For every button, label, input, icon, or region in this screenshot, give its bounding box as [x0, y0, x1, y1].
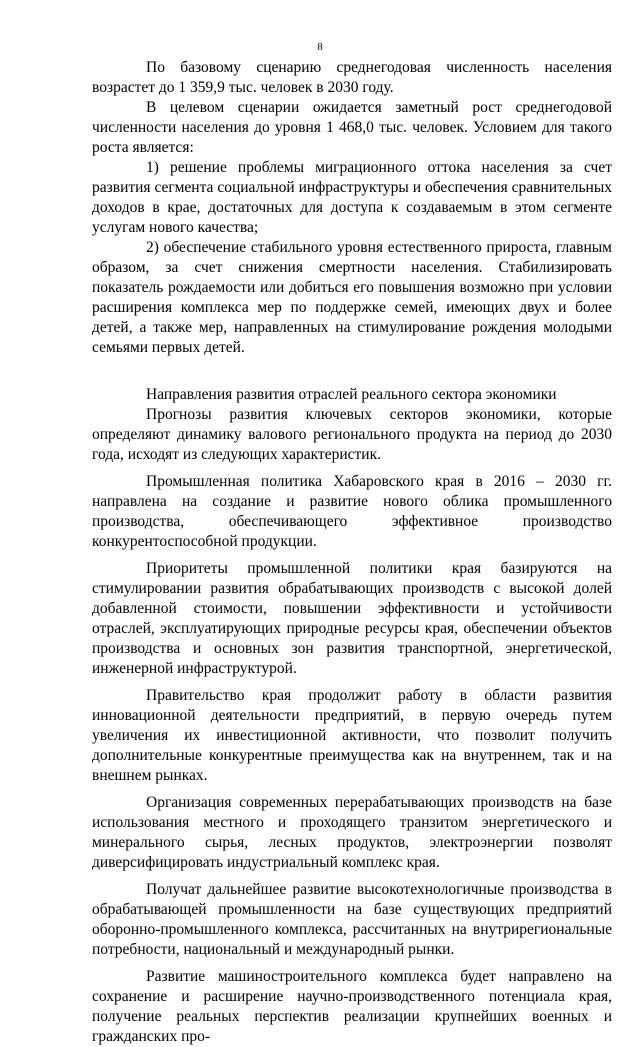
- paragraph-condition-2: 2) обеспечение стабильного уровня естественного прироста, главным образом, за счет снижения смертности населения. Стабилизировать показатель рождаемости или добиться его повышения возможно при условии расширения комплекса мер по поддержке семей, имеющих двух и более детей, а также мер, направленных на стимулирование рождения молодыми семьями первых детей.: [92, 239, 612, 356]
- document-body: [92, 58, 612, 1047]
- paragraph-high-tech: Получат дальнейшее развитие высокотехнологичные производства в обрабатывающей промышленности на базе существующих предприятий оборонно-промышленного комплекса, рассчитанных на внутрирегиональные потребности, национальный и международный рынки.: [92, 881, 612, 958]
- paragraph-condition-1: 1) решение проблемы миграционного оттока населения за счет развития сегмента социальной инфраструктуры и обеспечения сравнительных доходов в крае, достаточных для доступа к создаваемым в этом сегменте услугам нового качества;: [92, 159, 612, 236]
- section-heading: Направления развития отраслей реального сектора экономики: [146, 386, 557, 403]
- paragraph-base-scenario: По базовому сценарию среднегодовая численность населения возрастет до 1 359,9 тыс. человек в 2030 году.: [92, 59, 612, 96]
- paragraph-forecasts: Прогнозы развития ключевых секторов экономики, которые определяют динамику валового регионального продукта на период до 2030 года, исходят из следующих характеристик.: [92, 406, 612, 463]
- paragraph-industrial-policy: Промышленная политика Хабаровского края в 2016 – 2030 гг. направлена на создание и развитие нового облика промышленного производства, обеспечивающего эффективное производство конкурентоспособной продукции.: [92, 473, 612, 550]
- paragraph-processing: Организация современных перерабатывающих производств на базе использования местного и проходящего транзитом энергетического и минерального сырья, лесных продуктов, электроэнергии позволят диверсифицировать индустриальный комплекс края.: [92, 794, 612, 871]
- page-number: 8: [317, 41, 323, 53]
- paragraph-machine-building: Развитие машиностроительного комплекса будет направлено на сохранение и расширение научно-производственного потенциала края, получение реальных перспектив реализации крупнейших военных и гражданских про-: [92, 968, 612, 1045]
- paragraph-target-scenario: В целевом сценарии ожидается заметный рост среднегодовой численности населения до уровня 1 468,0 тыс. человек. Условием для такого роста является:: [92, 99, 612, 156]
- paragraph-priorities: Приоритеты промышленной политики края базируются на стимулировании развития обрабатывающих производств с высокой долей добавленной стоимости, повышении эффективности и устойчивости отраслей, эксплуатирующих природные ресурсы края, обеспечении объектов производства и основных зон развития транспортной, энергетической, инженерной инфраструктурой.: [92, 560, 612, 677]
- paragraph-innovation: Правительство края продолжит работу в области развития инновационной деятельности предприятий, в первую очередь путем увеличения их инвестиционной активности, что позволит получить дополнительные конкурентные преимущества как на внутреннем, так и на внешнем рынках.: [92, 687, 612, 784]
